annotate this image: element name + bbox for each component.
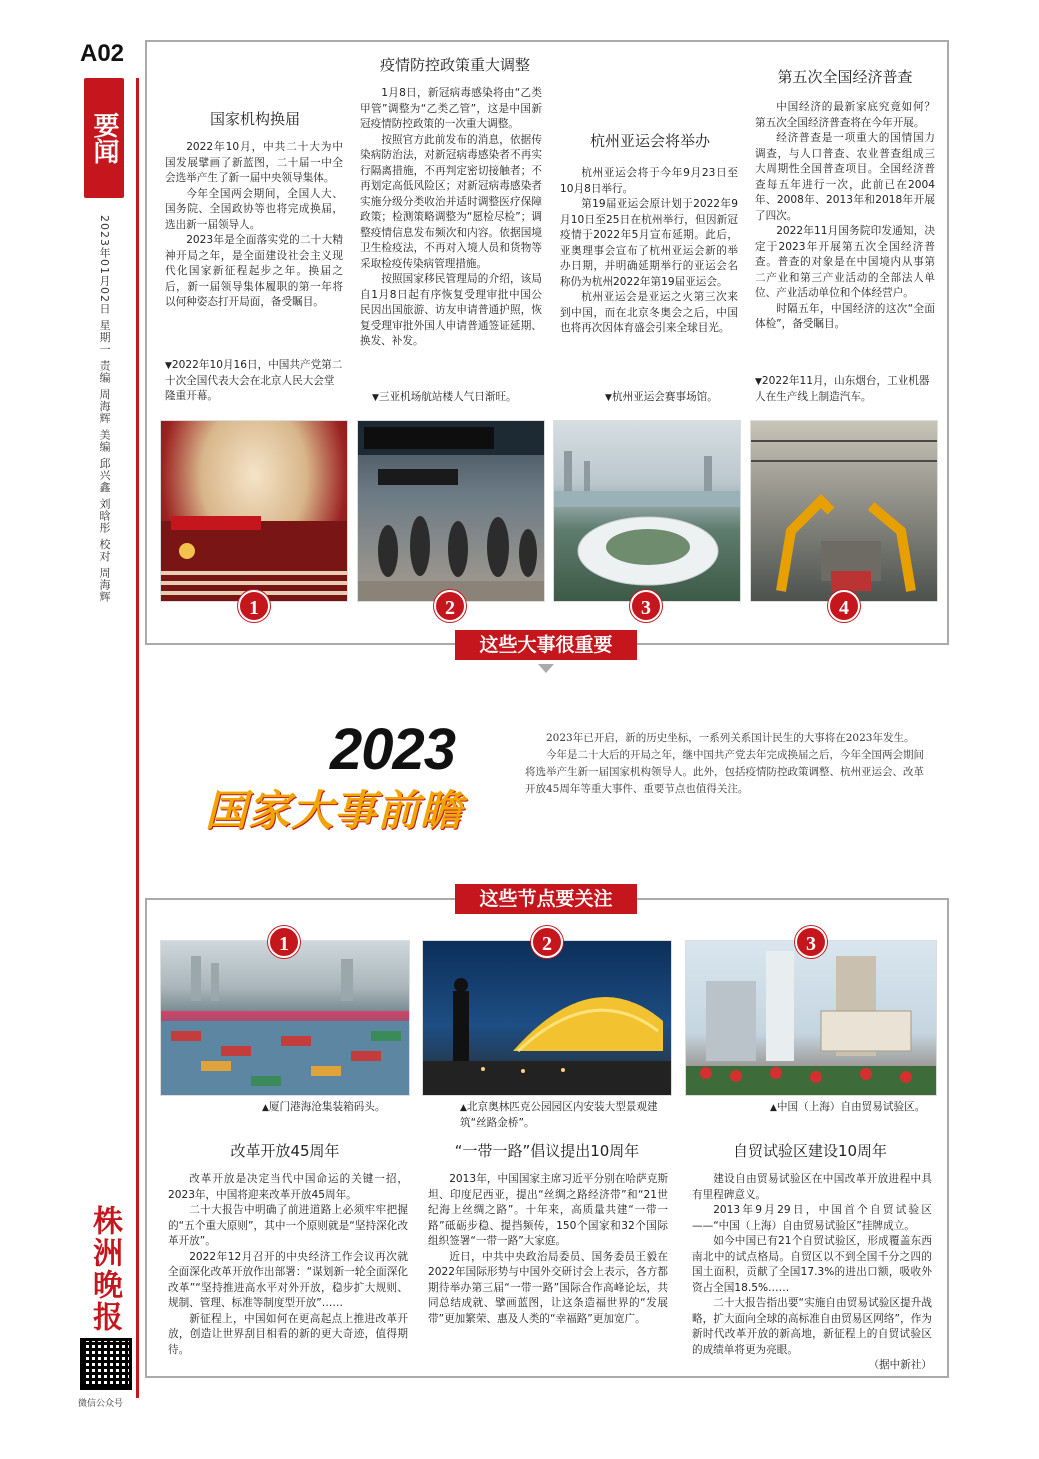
number-badge: 1 bbox=[268, 926, 300, 958]
section-tag: 要闻 bbox=[84, 78, 124, 198]
article-body bbox=[560, 166, 738, 337]
article-title: 国家机构换届 bbox=[209, 110, 300, 128]
paragraph: 2013年9月29日，中国首个自贸试验区——“中国（上海）自由贸易试验区”挂牌成立。 bbox=[692, 1204, 932, 1232]
section-banner: 这些大事很重要 bbox=[455, 630, 637, 660]
photo-silk-bridge bbox=[422, 940, 672, 1096]
photo-caption: ▲中国（上海）自由贸易试验区。 bbox=[770, 1101, 926, 1113]
paragraph: 今年是二十大后的开局之年，继中国共产党去年完成换届之后，今年全国两会期间将选举产生新一届国家机构领导人。此外，包括疫情防控政策调整、杭州亚运会、改革开放45周年等重大事件、重要节点也值得关注。 bbox=[525, 749, 924, 795]
paragraph: 改革开放是决定当代中国命运的关键一招，2023年，中国将迎来改革开放45周年。 bbox=[168, 1173, 408, 1201]
photo-caption: ▼杭州亚运会赛事场馆。 bbox=[605, 391, 718, 403]
paragraph: 按照国家移民管理局的介绍，该局自1月8日起有序恢复受理审批中国公民因出国旅游、访友申请普通护照，恢复受理审批外国人申请普通签证延期、换发、补发。 bbox=[360, 273, 542, 347]
article-title: 改革开放45周年 bbox=[230, 1142, 340, 1160]
paragraph: 2022年12月召开的中央经济工作会议再次就全面深化改革开放作出部署：“谋划新一轮全面深化改革”“坚持推进高水平对外开放，稳步扩大规则、规制、管理、标准等制度型开放”…… bbox=[168, 1250, 408, 1309]
article-body bbox=[755, 100, 935, 333]
great-hall-icon bbox=[161, 421, 348, 602]
triangle-icon: ▼ bbox=[605, 393, 612, 403]
article-body bbox=[168, 1172, 408, 1358]
page-number: A02 bbox=[80, 40, 125, 67]
hero-intro bbox=[525, 730, 925, 798]
qr-label: 微信公众号 bbox=[78, 1399, 124, 1409]
number-badge: 3 bbox=[630, 590, 662, 622]
article-title: 第五次全国经济普查 bbox=[777, 68, 913, 86]
airport-icon bbox=[358, 421, 545, 602]
triangle-icon: ▲ bbox=[460, 1103, 467, 1113]
paragraph: 中国经济的最新家底究竟如何？第五次全国经济普查将在今年开展。 bbox=[755, 101, 935, 129]
qr-code-icon[interactable] bbox=[80, 1338, 132, 1390]
photo-stadium bbox=[553, 420, 741, 602]
side-rule bbox=[136, 78, 139, 1398]
paragraph: 2022年10月，中共二十大为中国发展擘画了新蓝图，二十届一中全会选举产生了新一届中央领导集体。 bbox=[165, 141, 343, 184]
article-body bbox=[165, 140, 343, 311]
article-body bbox=[360, 86, 542, 350]
golden-bridge-icon bbox=[423, 941, 672, 1096]
triangle-icon: ▼ bbox=[165, 361, 172, 371]
paragraph: 1月8日，新冠病毒感染将由“乙类甲管”调整为“乙类乙管”，这是中国新冠疫情防控政策的一次重大调整。 bbox=[360, 87, 542, 130]
triangle-icon: ▲ bbox=[770, 1103, 777, 1113]
paragraph: 二十大报告中明确了前进道路上必须牢牢把握的“五个重大原则”，其中一个原则就是“坚持深化改革开放”。 bbox=[168, 1204, 408, 1247]
paragraph: 第19届亚运会原计划于2022年9月10日至25日在杭州举行，但因新冠疫情于2022年5月宣布延期。此后，亚奥理事会宣布了杭州亚运会新的举办日期，并明确延期举行的亚运会名称仍为杭州2022年第19届亚运会。 bbox=[560, 198, 738, 288]
triangle-icon: ▼ bbox=[372, 393, 379, 403]
article-title: 自贸试验区建设10周年 bbox=[732, 1142, 888, 1160]
article-body bbox=[428, 1172, 668, 1327]
paragraph: 2023年已开启，新的历史坐标，一系列关系国计民生的大事将在2023年发生。 bbox=[546, 732, 915, 744]
number-badge: 4 bbox=[828, 590, 860, 622]
photo-caption: ▼三亚机场航站楼人气日渐旺。 bbox=[372, 391, 517, 403]
down-arrow-icon bbox=[538, 664, 554, 673]
paragraph: 如今中国已有21个自贸试验区，形成覆盖东西南北中的试点格局。自贸区以不到全国千分之四的国土面积，贡献了全国17.3%的进出口额，吸收外资占全国18.5%…… bbox=[692, 1235, 932, 1294]
hero-year: 2023 bbox=[330, 717, 456, 782]
number-badge: 1 bbox=[238, 590, 270, 622]
robot-arm-icon bbox=[751, 421, 938, 602]
photo-ftz bbox=[685, 940, 937, 1096]
paragraph: 时隔五年，中国经济的这次“全面体检”，备受瞩目。 bbox=[755, 302, 935, 330]
newspaper-logo: 株洲晚报 bbox=[87, 1205, 122, 1333]
ftz-gate-icon bbox=[686, 941, 937, 1096]
source-credit: （据中新社） bbox=[868, 1359, 932, 1371]
paragraph: 近日，中共中央政治局委员、国务委员王毅在2022年国际形势与中国外交研讨会上表示，各方都期待举办第三届“一带一路”国际合作高峰论坛，共同总结成就、擘画蓝图，让这条造福世界的“发展带”更加繁荣、惠及人类的“幸福路”更加宽广。 bbox=[428, 1250, 668, 1325]
hero-title: 国家大事前瞻 bbox=[205, 786, 464, 835]
stadium-icon bbox=[554, 421, 741, 602]
article-body bbox=[692, 1172, 932, 1374]
page-meta: 2023年01月02日 星期一 责编 周海辉 美编 邱兴鑫 刘晗彤 校对 周海辉 bbox=[98, 215, 111, 603]
container-port-icon bbox=[161, 941, 410, 1096]
paragraph: 经济普查是一项重大的国情国力调查，与人口普查、农业普查组成三大周期性全国普查项目。全国经济普查每五年进行一次，此前已在2004年、2008年、2013年和2018年开展了四次。 bbox=[755, 132, 935, 222]
paragraph: 按照官方此前发布的消息，依据传染病防治法，对新冠病毒感染者不再实行隔离措施，不再判定密切接触者；不再划定高低风险区；对新冠病毒感染者实施分级分类收治并适时调整医疗保障政策；检测策略调整为“愿检尽检”；调整疫情信息发布频次和内容。依据国境卫生检疫法，不再对入境人员和货物等采取检疫传染病管理措施。 bbox=[360, 133, 542, 270]
number-badge: 2 bbox=[531, 926, 563, 958]
photo-caption: ▼2022年11月，山东烟台，工业机器人在生产线上制造汽车。 bbox=[755, 375, 930, 403]
triangle-icon: ▼ bbox=[755, 377, 762, 387]
photo-port bbox=[160, 940, 410, 1096]
photo-great-hall bbox=[160, 420, 348, 602]
photo-caption: ▲厦门港海沧集装箱码头。 bbox=[262, 1101, 386, 1113]
paragraph: 2022年11月国务院印发通知，决定于2023年开展第五次全国经济普查。普查的对象是在中国境内从事第二产业和第三产业活动的全部法人单位、产业活动单位和个体经营户。 bbox=[755, 225, 935, 299]
paragraph: 杭州亚运会是亚运之火第三次来到中国，而在北京冬奥会之后，中国也将再次因体育盛会引来全球目光。 bbox=[560, 291, 738, 334]
article-title: 杭州亚运会将举办 bbox=[589, 132, 710, 150]
paragraph: 建设自由贸易试验区在中国改革开放进程中具有里程碑意义。 bbox=[692, 1173, 932, 1201]
article-title: 疫情防控政策重大调整 bbox=[379, 56, 530, 74]
paragraph: 2013年，中国国家主席习近平分别在哈萨克斯坦、印度尼西亚，提出“丝绸之路经济带”和“21世纪海上丝绸之路”。十年来，高质量共建“一带一路”砥砺步稳、提挡频传，150个国家和32个国际组织签署“一带一路”大家庭。 bbox=[428, 1173, 668, 1247]
photo-caption: ▼2022年10月16日，中国共产党第二十次全国代表大会在北京人民大会堂隆重开幕。 bbox=[165, 359, 343, 402]
paragraph: 2023年是全面落实党的二十大精神开局之年，是全面建设社会主义现代化国家新征程起步之年。换届之后，新一届领导集体履职的第一年将以何种姿态打开局面，备受瞩目。 bbox=[165, 234, 343, 308]
paragraph: 今年全国两会期间，全国人大、国务院、全国政协等也将完成换届，选出新一届领导人。 bbox=[165, 187, 343, 231]
photo-robots bbox=[750, 420, 938, 602]
number-badge: 2 bbox=[434, 590, 466, 622]
number-badge: 3 bbox=[795, 926, 827, 958]
triangle-icon: ▲ bbox=[262, 1103, 269, 1113]
photo-caption: ▲北京奥林匹克公园园区内安装大型景观建筑“丝路金桥”。 bbox=[460, 1101, 658, 1129]
paragraph: 二十大报告指出要“实施自由贸易试验区提升战略，扩大面向全球的高标准自由贸易区网络”，作为新时代改革开放的新高地，新征程上的自贸试验区的成绩单将更为亮眼。 bbox=[692, 1297, 932, 1356]
photo-airport bbox=[357, 420, 545, 602]
section-banner: 这些节点要关注 bbox=[455, 884, 637, 914]
paragraph: 新征程上，中国如何在更高起点上推进改革开放，创造让世界刮目相看的新的更大奇迹，值得期待。 bbox=[168, 1312, 408, 1356]
paragraph: 杭州亚运会将于今年9月23日至10月8日举行。 bbox=[560, 167, 738, 195]
article-title: “一带一路”倡议提出10周年 bbox=[454, 1142, 640, 1160]
